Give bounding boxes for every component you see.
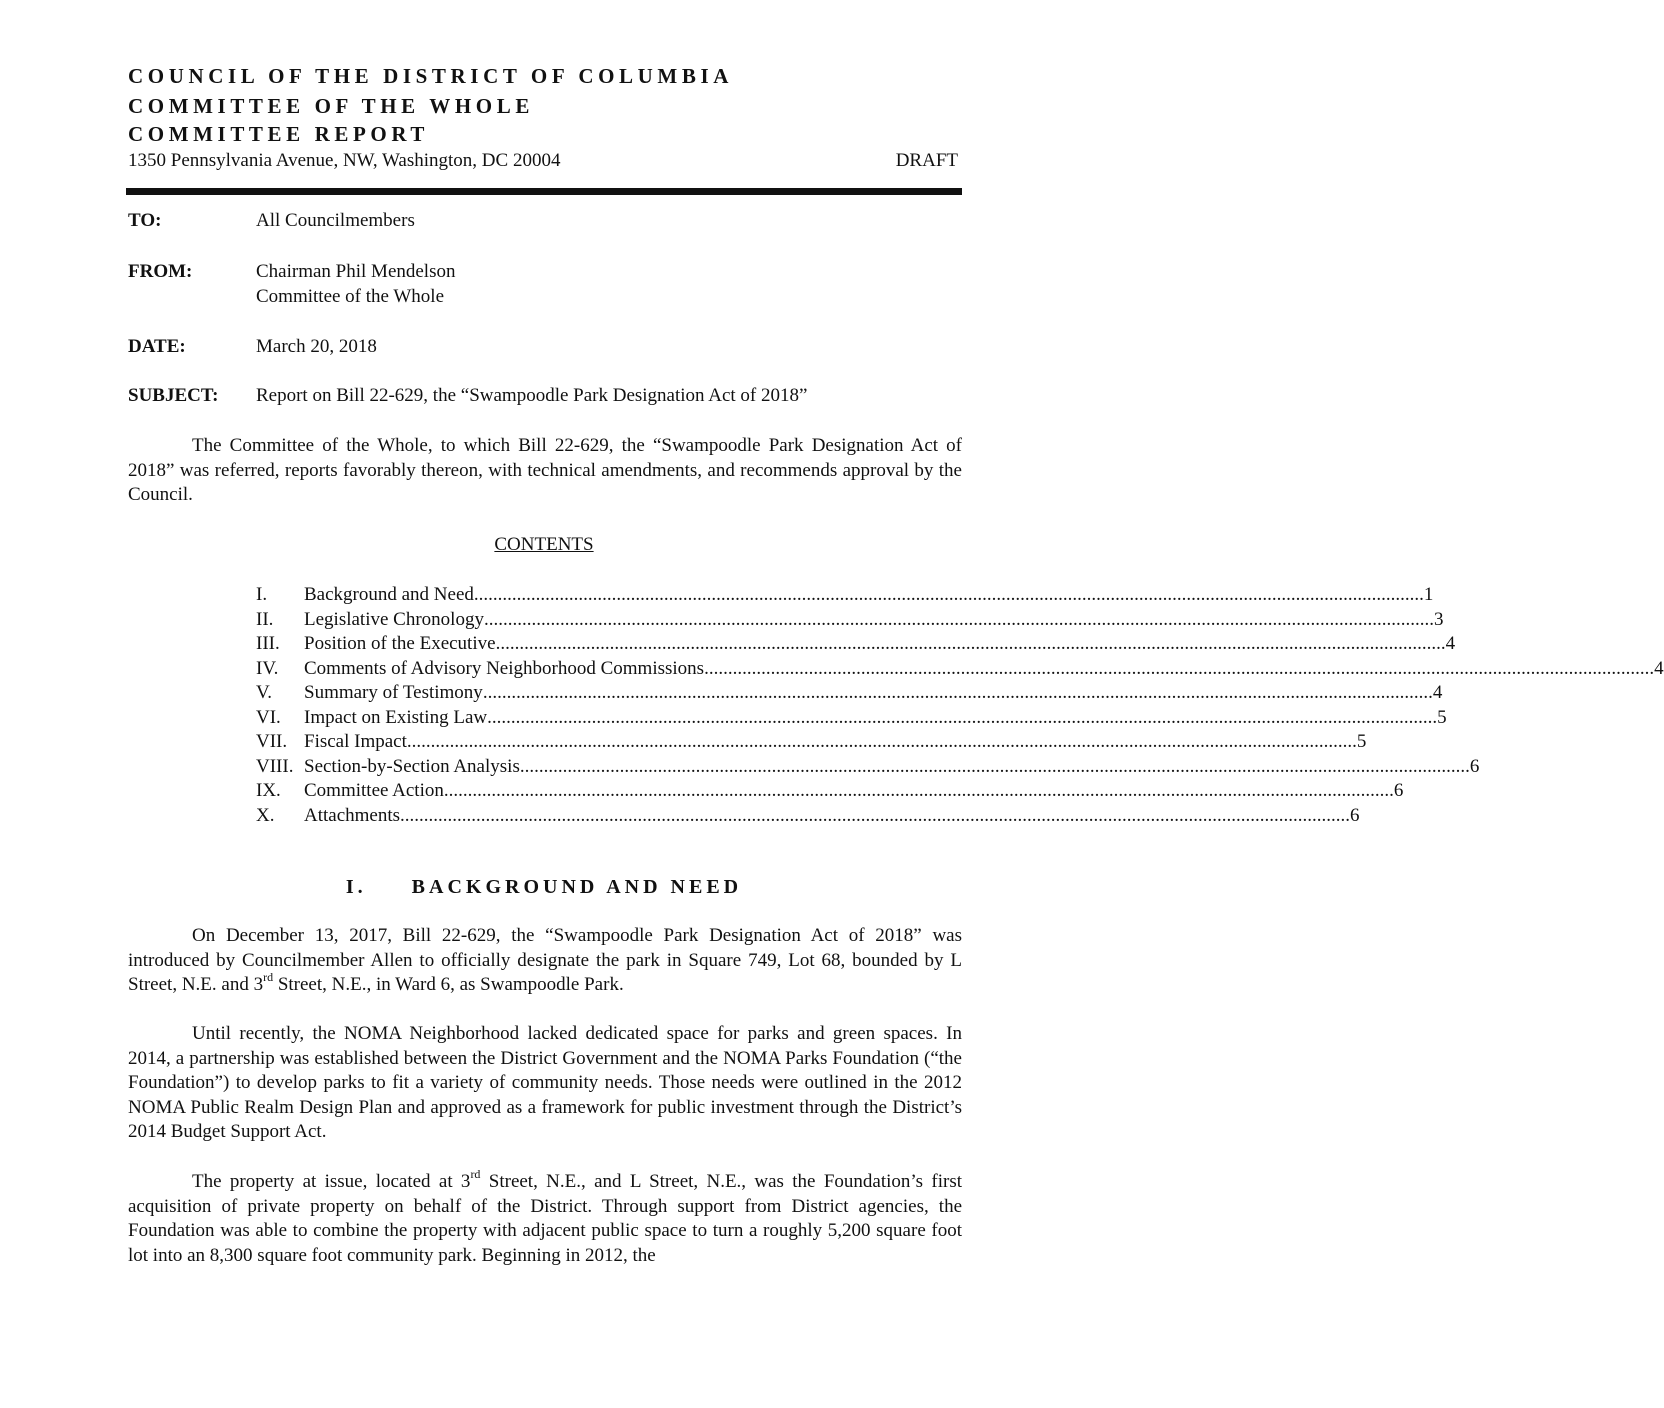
toc-entry bbox=[304, 780, 1404, 802]
toc-number: VII. bbox=[256, 731, 288, 752]
toc-leader-dots: ........................................................................................................................................................................................................ bbox=[443, 780, 1394, 801]
subject-label: SUBJECT: bbox=[128, 385, 219, 406]
toc-number: V. bbox=[256, 682, 273, 703]
p1-sup: rd bbox=[263, 969, 274, 984]
p3-sup: rd bbox=[470, 1166, 481, 1181]
date-value: March 20, 2018 bbox=[256, 336, 377, 357]
toc-row bbox=[256, 608, 1444, 634]
toc-page-number: 4 bbox=[1654, 657, 1664, 679]
header-address: 1350 Pennsylvania Avenue, NW, Washington, DC 20004 bbox=[128, 150, 561, 171]
toc-leader-dots: ........................................................................................................................................................................................................ bbox=[704, 657, 1655, 679]
toc-page-number: 4 bbox=[1432, 682, 1443, 703]
toc-number: X. bbox=[256, 804, 275, 826]
draft-label: DRAFT bbox=[895, 150, 958, 171]
header-council: COUNCIL OF THE DISTRICT OF COLUMBIA bbox=[128, 64, 733, 88]
toc-page-number: 4 bbox=[1445, 633, 1456, 654]
toc-number: III. bbox=[256, 633, 280, 654]
header-committee: COMMITTEE OF THE WHOLE bbox=[128, 94, 534, 118]
toc-entry bbox=[304, 608, 1444, 631]
toc-page-number: 6 bbox=[1393, 780, 1404, 801]
toc-title: Fiscal Impact bbox=[304, 731, 407, 752]
toc-page-number: 5 bbox=[1356, 731, 1367, 752]
intro-paragraph: The Committee of the Whole, to which Bill 22-629, the “Swampoodle Park Designation Act of 2018” was referred, reports favorably thereon, with technical amendments, and recommends approval by the Council. bbox=[128, 435, 962, 505]
toc-row bbox=[256, 804, 1360, 830]
toc-row bbox=[256, 682, 1443, 707]
from-value-committee: Committee of the Whole bbox=[256, 286, 445, 307]
toc-row bbox=[256, 657, 1664, 683]
toc-row bbox=[256, 780, 1404, 805]
header-rule bbox=[126, 188, 962, 195]
toc-leader-dots: ........................................................................................................................................................................................................ bbox=[406, 731, 1357, 752]
date-label: DATE: bbox=[128, 336, 186, 357]
toc-number: I. bbox=[256, 584, 268, 605]
toc-entry bbox=[304, 706, 1447, 729]
background-paragraph-3 bbox=[128, 1166, 962, 1268]
toc-row bbox=[256, 584, 1434, 609]
toc-leader-dots: ........................................................................................................................................................................................................ bbox=[400, 804, 1351, 826]
contents-title bbox=[0, 534, 1088, 556]
toc-entry bbox=[304, 633, 1456, 655]
toc-title: Position of the Executive bbox=[304, 633, 496, 654]
p1-text-a: On December 13, 2017, Bill 22-629, the “Swampoodle Park Designation Act of 2018” was introduced by Councilmember Allen to officially designate the park in Square 749, Lot 68, bounded by L Street, N.E. and 3 bbox=[128, 925, 962, 995]
toc-row bbox=[256, 706, 1447, 732]
toc-entry bbox=[304, 584, 1434, 606]
to-value: All Councilmembers bbox=[256, 210, 415, 231]
toc-leader-dots: ........................................................................................................................................................................................................ bbox=[483, 608, 1434, 630]
toc-title: Comments of Advisory Neighborhood Commissions bbox=[304, 657, 705, 679]
toc-page-number: 5 bbox=[1437, 706, 1447, 728]
toc-number: VI. bbox=[256, 706, 281, 728]
toc-row bbox=[256, 633, 1456, 658]
toc-page-number: 6 bbox=[1350, 804, 1360, 826]
toc-leader-dots: ........................................................................................................................................................................................................ bbox=[473, 584, 1424, 605]
toc-leader-dots: ........................................................................................................................................................................................................ bbox=[482, 682, 1433, 703]
toc-title: Background and Need bbox=[304, 584, 474, 605]
toc-number: IV. bbox=[256, 657, 279, 679]
toc-entry bbox=[304, 682, 1443, 704]
toc-title: Impact on Existing Law bbox=[304, 706, 488, 728]
subject-value: Report on Bill 22-629, the “Swampoodle Park Designation Act of 2018” bbox=[256, 385, 808, 406]
toc-title: Attachments bbox=[304, 804, 401, 826]
toc-leader-dots: ........................................................................................................................................................................................................ bbox=[487, 706, 1438, 728]
toc-entry bbox=[304, 755, 1480, 778]
toc-number: IX. bbox=[256, 780, 281, 801]
toc-title: Section-by-Section Analysis bbox=[304, 755, 520, 777]
header-report: COMMITTEE REPORT bbox=[128, 122, 429, 146]
p3-text-a: The property at issue, located at 3 bbox=[192, 1171, 471, 1192]
section-heading: I. BACKGROUND AND NEED bbox=[345, 876, 743, 898]
toc-leader-dots: ........................................................................................................................................................................................................ bbox=[495, 633, 1446, 654]
toc-entry bbox=[304, 804, 1360, 827]
toc-page-number: 3 bbox=[1433, 608, 1444, 630]
contents-title-text: CONTENTS bbox=[494, 534, 594, 555]
p1-text-b: Street, N.E., in Ward 6, as Swampoodle Park. bbox=[273, 974, 624, 995]
toc-entry bbox=[304, 657, 1664, 680]
toc-title: Legislative Chronology bbox=[304, 608, 484, 630]
background-paragraph-1 bbox=[128, 924, 962, 998]
toc-title: Committee Action bbox=[304, 780, 444, 801]
toc-number: II. bbox=[256, 608, 274, 630]
background-paragraph-2: Until recently, the NOMA Neighborhood lacked dedicated space for parks and green spaces. In 2014, a partnership was established between the District Government and the NOMA Parks Foundation (“the Foundation”) to develop parks to fit a variety of community needs. Those needs were outlined in the 2012 NOMA Public Realm Design Plan and approved as a framework for public investment through the District’s 2014 Budget Support Act. bbox=[128, 1023, 962, 1142]
toc-row bbox=[256, 731, 1367, 756]
from-label: FROM: bbox=[128, 261, 193, 282]
table-of-contents bbox=[256, 584, 1664, 829]
toc-title: Summary of Testimony bbox=[304, 682, 483, 703]
toc-page-number: 6 bbox=[1469, 755, 1480, 777]
to-label: TO: bbox=[128, 210, 162, 231]
toc-row bbox=[256, 755, 1480, 781]
toc-leader-dots: ........................................................................................................................................................................................................ bbox=[519, 755, 1470, 777]
from-value-name: Chairman Phil Mendelson bbox=[256, 261, 456, 282]
toc-page-number: 1 bbox=[1423, 584, 1434, 605]
toc-entry bbox=[304, 731, 1367, 753]
toc-number: VIII. bbox=[256, 755, 294, 777]
p3-text-b: Street, N.E., and L Street, N.E., was the Foundation’s first acquisition of private property on behalf of the District. Through support from District agencies, the Foundation was able to combine the property with adjacent public space to turn a roughly 5,200 square foot lot into an 8,300 square foot community park. Beginning in 2012, the bbox=[128, 1171, 962, 1266]
